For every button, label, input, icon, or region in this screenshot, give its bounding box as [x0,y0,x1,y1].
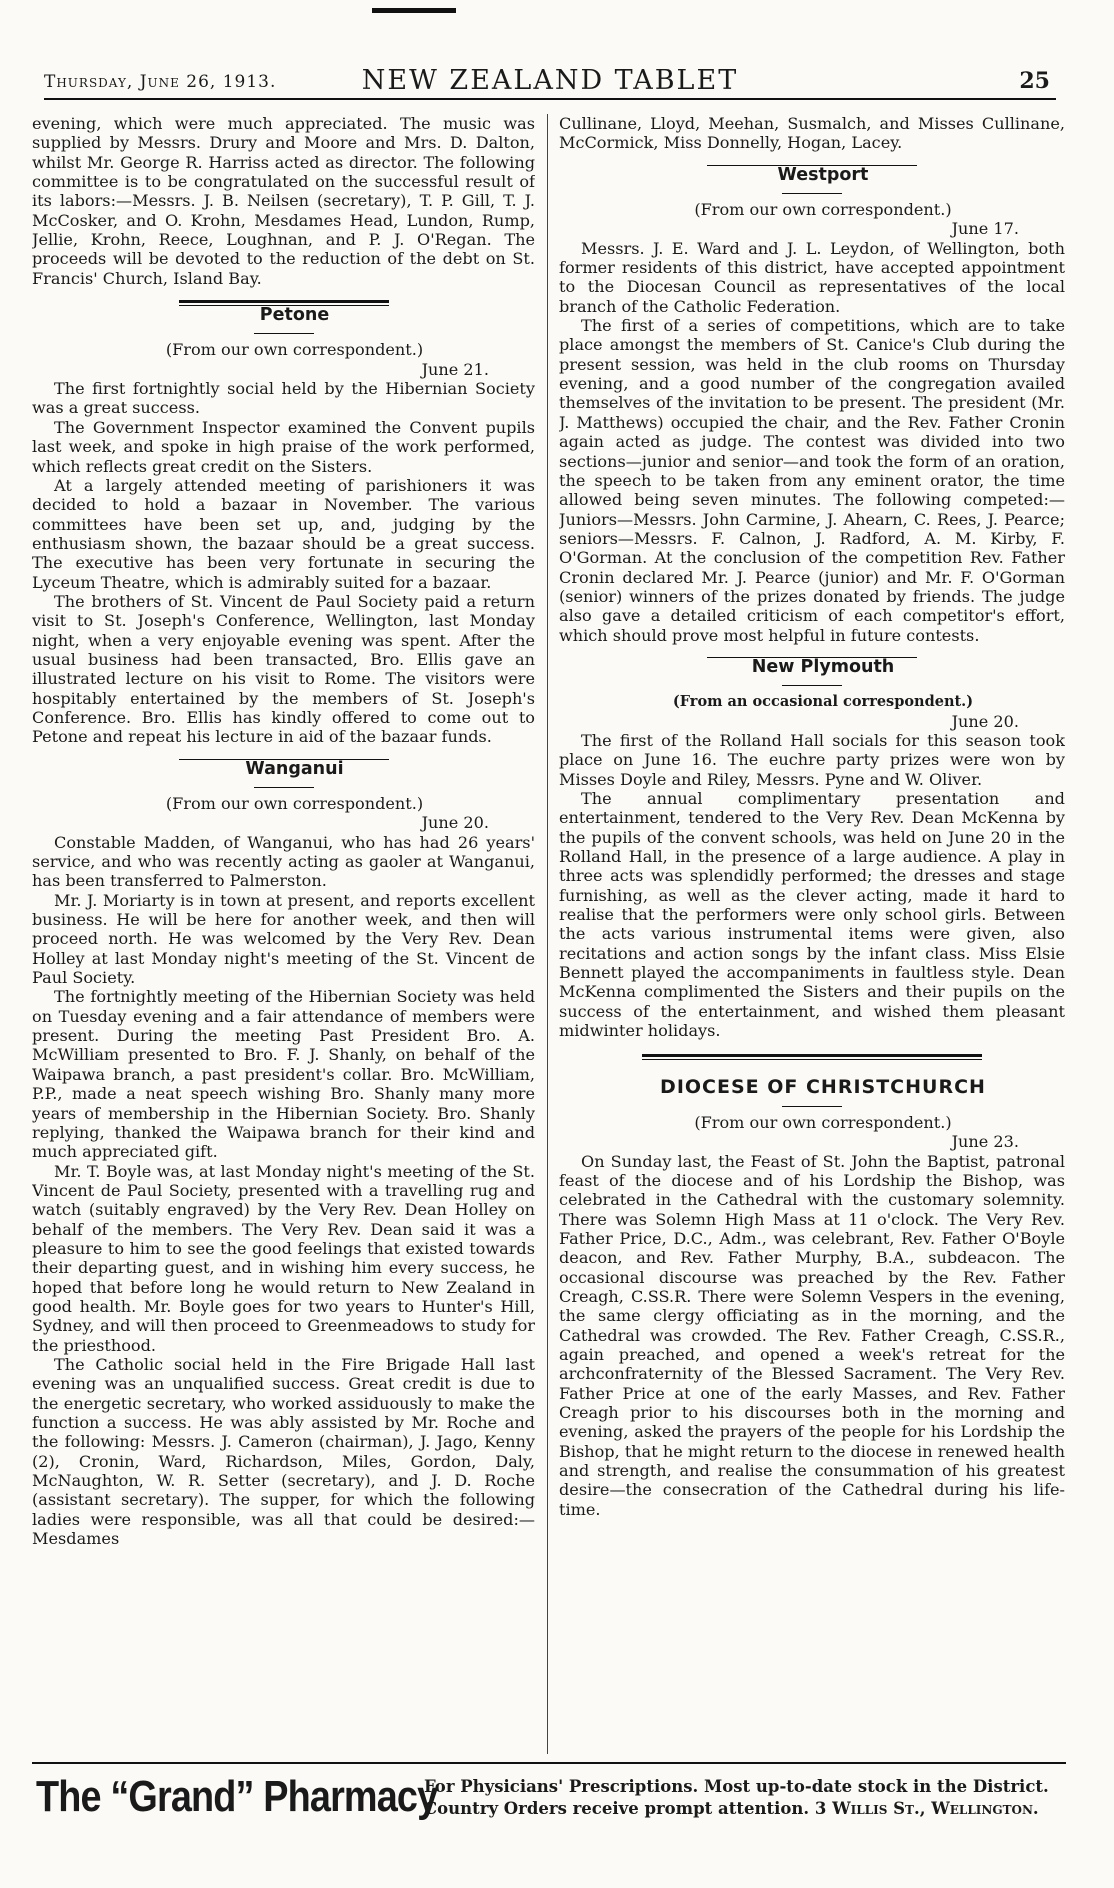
heading-underline [782,1106,842,1107]
advert-line-2-text: Country Orders receive prompt attention. 3 [424,1799,833,1818]
correspondent-line: (From our own correspondent.) [165,340,424,360]
article-paragraph: The fortnightly meeting of the Hibernian Society was held on Tuesday evening and a fair attendance of members were present. During the meeting Past President Bro. A. McWilliam presented to Bro. F. J. Shanly, on behalf of the Waipawa branch, a past president's collar. Bro. McWilliam, P.P., made a neat speech wishing Bro. Shanly many more years of membership in the Hibernian Society. Bro. Shanly replying, thanked the Waipawa branch for their kind and much appreciated gift. [32,987,535,1162]
correspondent-line: (From our own correspondent.) [694,1112,952,1132]
dateline: June 20. [951,711,1019,731]
advert-line-2 [424,1798,1066,1820]
correspondent-line: (From an occasional correspondent.) [672,693,974,711]
article-paragraph: Mr. T. Boyle was, at last Monday night's meeting of the St. Vincent de Paul Society, presented with a travelling rug and watch (suitably engraved) by the Very Rev. Dean Holley on behalf of the members. The Very Rev. Dean said it was a pleasure to him to see the good feelings that existed towards their departing guest, and in wishing him every success, he hoped that before long he would return to New Zealand in good health. Mr. Boyle goes for two years to Hunter's Hill, Sydney, and will then proceed to Greenmeadows to study for the priesthood. [32,1161,535,1355]
heading-underline [782,193,842,194]
section-heading-westport: Westport [777,164,869,185]
right-column [559,114,1065,1754]
article-paragraph: The Catholic social held in the Fire Brigade Hall last evening was an unqualified success. Great credit is due to the energetic secretary, who worked assiduously to make the function a success. He was ably assisted by Mr. Roche and the following: Messrs. J. Cameron (chairman), J. Jago, Kenny (2), Cronin, Ward, Richardson, Miles, Gordon, Daly, McNaughton, W. R. Setter (secretary), and J. D. Roche (assistant secretary). The supper, for which the following ladies were responsible, was all that could be desired:—Mesdames [32,1354,535,1549]
column-divider [547,114,548,1754]
publication-title: NEW ZEALAND TABLET [361,65,739,96]
left-column [32,114,535,1754]
correspondent-line: (From our own correspondent.) [694,200,952,220]
page-number: 25 [1019,68,1050,94]
article-paragraph: At a largely attended meeting of parishioners it was decided to hold a bazaar in November. The various committees have been set up, and, judging by the enthusiasm shown, the bazaar should be a great success. The executive has been very fortunate in securing the Lyceum Theatre, which is admirably suited for a bazaar. [32,475,535,592]
section-rule [642,1054,982,1060]
dateline: June 20. [421,813,489,833]
article-paragraph: The first fortnightly social held by the Hibernian Society was a great success. [32,379,535,418]
masthead [44,58,1056,100]
article-paragraph: The first of a series of competitions, which are to take place amongst the members of St. Canice's Club during the present session, was held in the club rooms on Thursday evening, and a good number of the congregation availed themselves of the invitation to be present. The president (Mr. J. Matthews) occupied the chair, and the Rev. Father Cronin again acted as judge. The contest was divided into two sections—junior and senior—and took the form of an oration, the speech to be taken from any eminent orator, the time allowed being seven minutes. The following competed:—Juniors—Messrs. John Carmine, J. Ahearn, C. Rees, J. Pearce; seniors—Messrs. F. Calnon, J. Radford, A. M. Kirby, F. O'Gorman. At the conclusion of the competition Rev. Father Cronin declared Mr. J. Pearce (junior) and Mr. F. O'Gorman (senior) winners of the prizes donated by friends. The judge also gave a detailed criticism of each competitor's effort, which should prove most helpful in future contests. [559,316,1065,645]
article-paragraph: Messrs. J. E. Ward and J. L. Leydon, of Wellington, both former residents of this district, have accepted appointment to the Diocesan Council as representatives of the local branch of the Catholic Federation. [559,238,1065,316]
advert-line-1: For Physicians' Prescriptions. Most up-to-date stock in the District. [424,1777,1049,1796]
article-paragraph: The annual complimentary presentation and entertainment, tendered to the Very Rev. Dean McKenna by the pupils of the convent schools, was held on June 20 in the Rolland Hall, in the presence of a large audience. A play in three acts was splendidly performed; the dresses and stage furnishing, as well as the clever acting, made it hard to realise that the performers were only school girls. Between the acts various instrumental items were given, also recitations and action songs by the infant class. Miss Elsie Bennett played the accompaniments in faultless style. Dean McKenna complimented the Sisters and their pupils on the success of the entertainment, and wished them pleasant midwinter holidays. [559,789,1065,1041]
section-heading-new-plymouth: New Plymouth [751,656,895,677]
article-paragraph: The first of the Rolland Hall socials for this season took place on June 16. The euchre party prizes were won by Misses Doyle and Riley, Messrs. Pyne and W. Oliver. [559,730,1065,789]
top-decorative-rule [372,8,456,13]
section-heading-wanganui: Wanganui [245,758,344,779]
continued-paragraph: evening, which were much appreciated. The music was supplied by Messrs. Drury and Moore and Mrs. D. Dalton, whilst Mr. George R. Harriss acted as director. The following committee is to be congratulated on the successful result of its labors:—Messrs. J. B. Neilsen (secretary), T. P. Gill, T. J. McCosker, and O. Krohn, Mesdames Head, Lundon, Rump, Jellie, Krohn, Reece, Loughnan, and P. J. O'Regan. The proceeds will be devoted to the reduction of the debt on St. Francis' Church, Island Bay. [32,114,535,288]
advert-address: Willis St., Wellington. [832,1799,1039,1818]
issue-date: Thursday, June 26, 1913. [44,72,277,92]
dateline: June 17. [951,219,1019,239]
article-paragraph: The brothers of St. Vincent de Paul Society paid a return visit to St. Joseph's Conference, Wellington, last Monday night, when a very enjoyable evening was spent. After the usual business had been transacted, Bro. Ellis gave an illustrated lecture on his visit to Rome. The visitors were hospitably entertained by the members of St. Joseph's Conference. Bro. Ellis has kindly offered to come out to Petone and repeat his lecture in aid of the bazaar funds. [32,591,535,747]
pharmacy-brand: The “Grand” Pharmacy [36,1772,438,1821]
correspondent-line: (From our own correspondent.) [165,794,424,813]
article-paragraph: Mr. J. Moriarty is in town at present, and reports excellent business. He will be here for another week, and then will proceed north. He was welcomed by the Very Rev. Dean Holley at last Monday night's meeting of the St. Vincent de Paul Society. [32,890,535,988]
heading-underline [254,787,314,788]
dateline: June 23. [951,1132,1019,1152]
section-heading-christchurch: DIOCESE OF CHRISTCHURCH [660,1076,986,1099]
article-paragraph: The Government Inspector examined the Convent pupils last week, and spoke in high praise of the work performed, which reflects great credit on the Sisters. [32,417,535,476]
article-paragraph: Constable Madden, of Wanganui, who has had 26 years' service, and who was recently acting as gaoler at Wanganui, has been transferred to Palmerston. [32,832,535,891]
article-paragraph: On Sunday last, the Feast of St. John the Baptist, patronal feast of the diocese and of his Lordship the Bishop, was celebrated in the Cathedral with the customary solemnity. There was Solemn High Mass at 11 o'clock. The Very Rev. Father Price, D.C., Adm., was celebrant, Rev. Father O'Boyle deacon, and Rev. Father Murphy, B.A., subdeacon. The occasional discourse was preached by the Rev. Father Creagh, C.SS.R. There were Solemn Vespers in the evening, the same clergy officiating as in the morning, and the Cathedral was crowded. The Rev. Father Creagh, C.SS.R., again preached, and opened a week's retreat for the archconfraternity of the Blessed Sacrament. The Very Rev. Father Price at one of the early Masses, and Rev. Father Creagh prior to his discourses both in the morning and evening, asked the prayers of the people for his Lordship the Bishop, that he might return to the diocese in renewed health and strength, and realise the consummation of his greatest desire—the consecration of the Cathedral during his life-time. [559,1151,1065,1519]
advert-text [424,1776,1066,1820]
section-heading-petone: Petone [259,305,330,326]
heading-underline [254,333,314,334]
dateline: June 21. [421,359,489,379]
continued-paragraph: Cullinane, Lloyd, Meehan, Susmalch, and Misses Cullinane, McCormick, Miss Donnelly, Hogan, Lacey. [559,114,1065,153]
footer-advertisement [32,1762,1066,1836]
heading-underline [782,685,842,686]
